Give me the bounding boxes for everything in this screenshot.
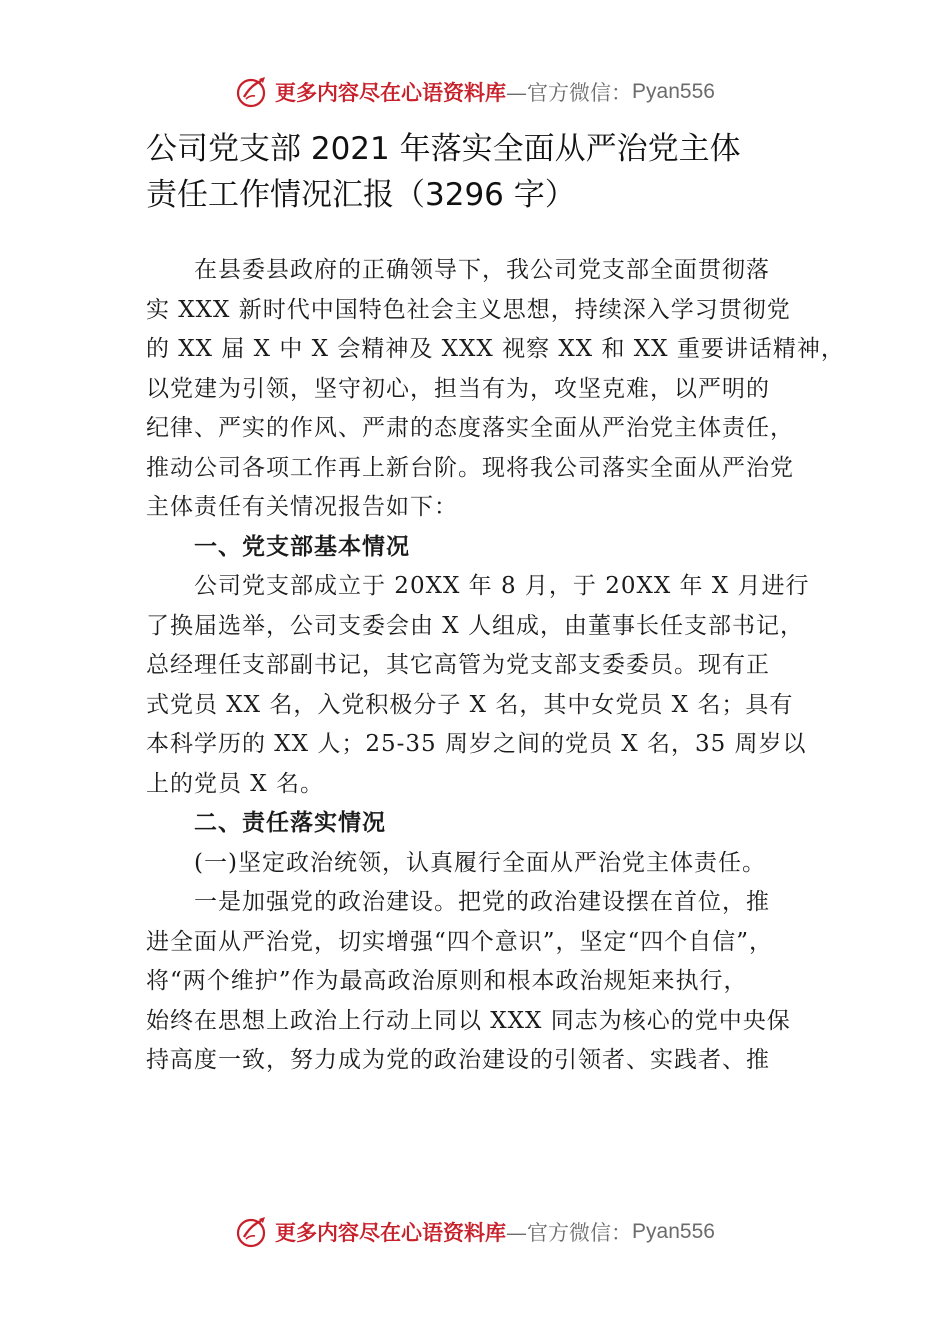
section-2-paragraph: [146, 844, 836, 1081]
text-line: 了换届选举，公司支委会由 X 人组成，由董事长任支部书记，: [146, 612, 804, 639]
watermark-brand-text: 更多内容尽在心语资料库: [275, 1220, 507, 1245]
text-line: 本科学历的 XX 人；25-35 周岁之间的党员 X 名，35 周岁以: [146, 731, 807, 757]
text-line: 纪律、严实的作风、严肃的态度落实全面从严治党主体责任，: [146, 415, 794, 441]
watermark-wechat-id: Pyan556: [632, 1220, 715, 1243]
text-line: 进全面从严治党，切实增强“四个意识”，坚定“四个自信”，: [146, 928, 774, 955]
document-title: [146, 126, 826, 218]
document-body: [146, 251, 845, 1081]
text-line: 实 XXX 新时代中国特色社会主义思想，持续深入学习贯彻党: [146, 296, 791, 323]
logo-icon: [235, 75, 269, 109]
text-line: 在县委县政府的正确领导下，我公司党支部全面贯彻落: [146, 257, 770, 283]
header-watermark: [0, 72, 950, 112]
section-heading-2: 二、责任落实情况: [146, 810, 386, 836]
section-heading-1: 一、党支部基本情况: [146, 533, 410, 560]
text-line: 公司党支部成立于 20XX 年 8 月，于 20XX 年 X 月进行: [146, 573, 810, 599]
text-line: 以党建为引领，坚守初心，担当有为，攻坚克难，以严明的: [146, 375, 770, 402]
text-line: 持高度一致，努力成为党的政治建设的引领者、实践者、推: [146, 1047, 770, 1073]
title-line-1: 公司党支部 2021 年落实全面从严治党主体: [146, 131, 741, 167]
text-line: 的 XX 届 X 中 X 会精神及 XXX 视察 XX 和 XX 重要讲话精神，: [146, 336, 845, 362]
watermark-wechat-id: Pyan556: [632, 80, 715, 103]
text-line: 始终在思想上政治上行动上同以 XXX 同志为核心的党中央保: [146, 1007, 791, 1034]
text-line: 推动公司各项工作再上新台阶。现将我公司落实全面从严治党: [146, 454, 794, 481]
watermark-wechat-label: —官方微信：: [506, 1221, 633, 1245]
watermark-brand-text: 更多内容尽在心语资料库: [275, 80, 507, 105]
title-line-2: 责任工作情况汇报（3296 字）: [146, 177, 576, 213]
text-line: 总经理任支部副书记，其它高管为党支部支委委员。现有正: [146, 652, 770, 678]
text-line: 式党员 XX 名，入党积极分子 X 名，其中女党员 X 名；具有: [146, 691, 794, 718]
text-line: (一)坚定政治统领，认真履行全面从严治党主体责任。: [146, 849, 766, 876]
text-line: 上的党员 X 名。: [146, 770, 324, 797]
text-line: 主体责任有关情况报告如下：: [146, 494, 458, 520]
section-1-paragraph: [146, 567, 836, 804]
logo-icon: [235, 1215, 269, 1249]
text-line: 一是加强党的政治建设。把党的政治建设摆在首位，推: [146, 889, 770, 915]
text-line: 将“两个维护”作为最高政治原则和根本政治规矩来执行，: [146, 968, 748, 994]
footer-watermark: [0, 1212, 950, 1252]
intro-paragraph: [146, 251, 845, 528]
watermark-wechat-label: —官方微信：: [506, 81, 633, 105]
